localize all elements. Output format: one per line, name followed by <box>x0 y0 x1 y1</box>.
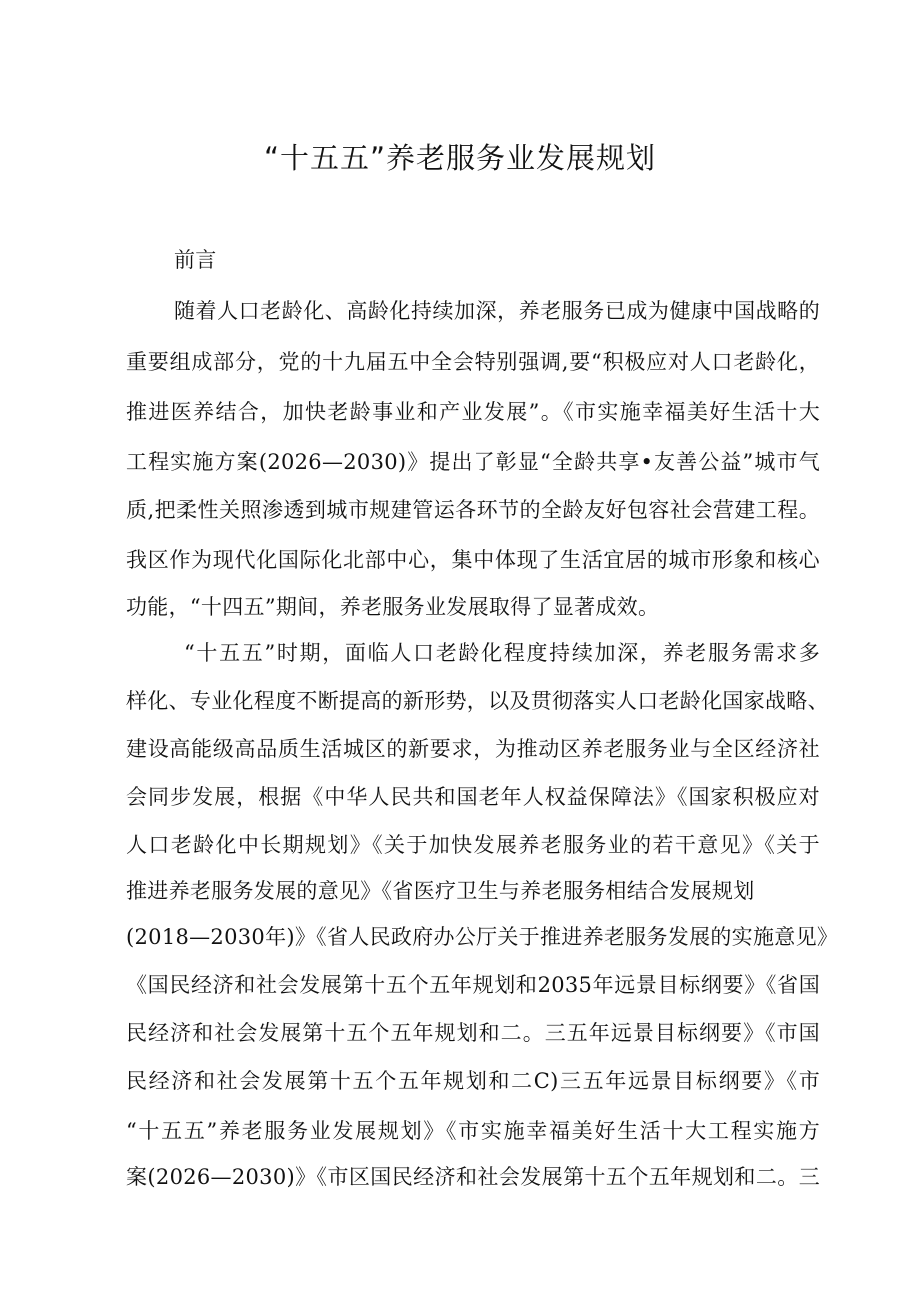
paragraph-line: 推进医养结合，加快老龄事业和产业发展”。《市实施幸福美好生活十大 <box>126 400 820 424</box>
paragraph-line: 会同步发展，根据《中华人民共和国老年人权益保障法》《国家积极应对 <box>126 785 820 809</box>
paragraph-line: 工程实施方案(2026—2030)》提出了彰显“全龄共享•友善公益”城市气 <box>126 450 820 474</box>
paragraph-line: 民经济和社会发展第十五个五年规划和二。三五年远景目标纲要》《市国 <box>126 1021 820 1045</box>
paragraph-line: 案(2026—2030)》《市区国民经济和社会发展第十五个五年规划和二。三 <box>126 1165 820 1189</box>
paragraph-line: 质,把柔性关照渗透到城市规建管运各环节的全龄友好包容社会营建工程。 <box>126 498 820 522</box>
paragraph-line: (2018—2030年)》《省人民政府办公厅关于推进养老服务发展的实施意见》 <box>126 925 839 949</box>
paragraph-line: 人口老龄化中长期规划》《关于加快发展养老服务业的若干意见》《关于 <box>126 833 820 857</box>
paragraph-line: 《国民经济和社会发展第十五个五年规划和2035年远景目标纲要》《省国 <box>126 973 820 997</box>
paragraph-line: 样化、专业化程度不断提高的新形势，以及贯彻落实人口老龄化国家战略、 <box>126 689 829 713</box>
document-title: “十五五”养老服务业发展规划 <box>263 141 657 175</box>
paragraph-line: 推进养老服务发展的意见》《省医疗卫生与养老服务相结合发展规划 <box>126 879 755 903</box>
paragraph-line: 功能，“十四五”期间，养老服务业发展取得了显著成效。 <box>126 595 660 619</box>
paragraph-line: 随着人口老龄化、高龄化持续加深，养老服务已成为健康中国战略的 <box>174 299 820 323</box>
paragraph-line: 建设高能级高品质生活城区的新要求，为推动区养老服务业与全区经济社 <box>126 737 820 761</box>
paragraph-line: “十五五”养老服务业发展规划》《市实施幸福美好生活十大工程实施方 <box>126 1119 820 1143</box>
paragraph-line: 重要组成部分，党的十九届五中全会特别强调,要“积极应对人口老龄化， <box>126 350 820 374</box>
paragraph-line: 我区作为现代化国际化北部中心，集中体现了生活宜居的城市形象和核心 <box>126 548 820 572</box>
paragraph-line: “十五五”时期，面临人口老龄化程度持续加深，养老服务需求多 <box>184 641 820 665</box>
paragraph-line: 民经济和社会发展第十五个五年规划和二C)三五年远景目标纲要》《市 <box>126 1069 820 1093</box>
preface-heading: 前言 <box>174 248 217 272</box>
